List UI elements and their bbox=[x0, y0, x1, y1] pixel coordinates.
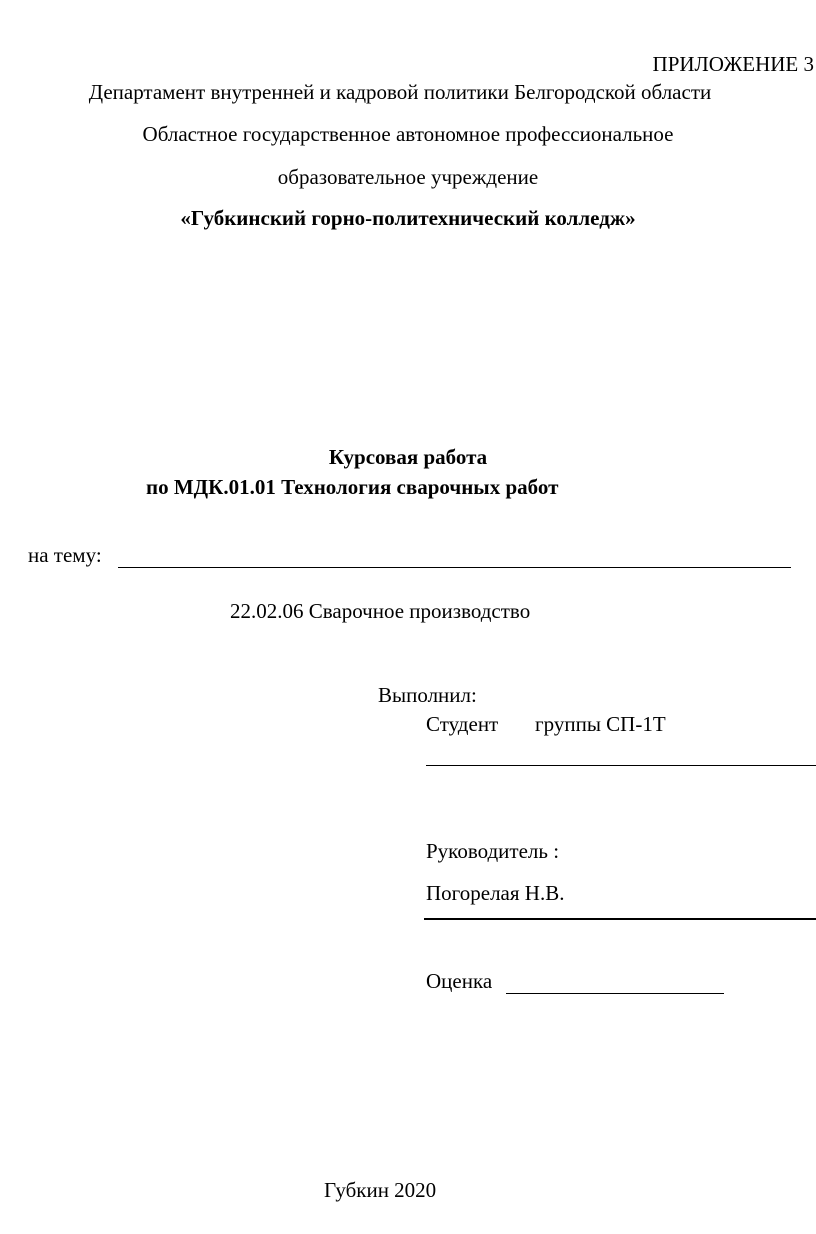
college-name: «Губкинский горно-политехнический колледж» bbox=[180, 206, 636, 230]
student-group: группы СП-1Т bbox=[535, 712, 666, 736]
topic-label: на тему: bbox=[28, 543, 102, 567]
discipline: по МДК.01.01 Технология сварочных работ bbox=[146, 475, 559, 499]
supervisor-underline bbox=[424, 918, 816, 920]
work-type: Курсовая работа bbox=[328, 445, 488, 469]
appendix-label: ПРИЛОЖЕНИЕ 3 bbox=[652, 52, 814, 76]
city-year: Губкин 2020 bbox=[324, 1178, 437, 1202]
institution-line-1: Областное государственное автономное профессиональное bbox=[142, 122, 674, 146]
institution-line-2: образовательное учреждение bbox=[277, 165, 539, 189]
specialty: 22.02.06 Сварочное производство bbox=[230, 599, 531, 623]
supervisor-name: Погорелая Н.В. bbox=[426, 881, 565, 905]
topic-blank-line bbox=[118, 548, 791, 568]
student-name-blank-line bbox=[426, 746, 816, 766]
supervisor-label: Руководитель : bbox=[426, 839, 560, 863]
grade-blank-line bbox=[506, 974, 724, 994]
grade-label: Оценка bbox=[426, 969, 493, 993]
performed-label: Выполнил: bbox=[378, 683, 477, 707]
student-label: Студент bbox=[426, 712, 499, 736]
department-name: Департамент внутренней и кадровой политики Белгородской области bbox=[88, 80, 712, 104]
